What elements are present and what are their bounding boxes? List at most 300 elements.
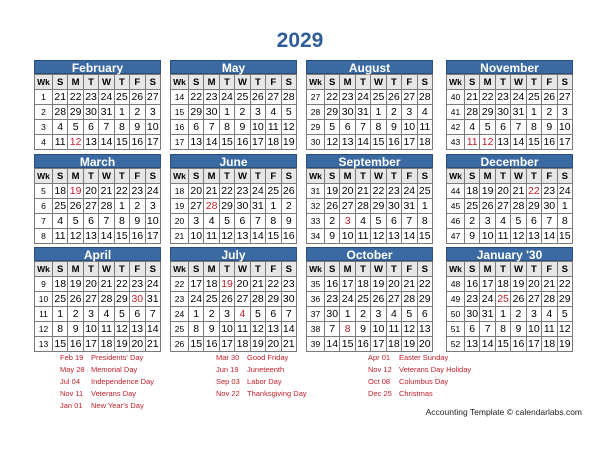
week-number-cell: 36 [307, 292, 325, 307]
day-cell: 30 [388, 199, 400, 212]
day-cell: 15 [341, 337, 354, 350]
day-cell: 27 [190, 199, 203, 212]
day-cell: 5 [281, 105, 296, 120]
day-cell: 1 [557, 199, 572, 214]
day-cell: 19 [512, 277, 525, 290]
week-row [35, 322, 161, 337]
week-row [307, 337, 433, 352]
weekday-header: W [235, 262, 250, 277]
day-cell: 24 [146, 277, 159, 290]
day-cell: 18 [357, 277, 369, 290]
day-cell: 1 [266, 199, 281, 214]
day-cell: 10 [481, 229, 494, 242]
week-row [307, 135, 433, 150]
day-cell: 14 [100, 229, 113, 242]
day-cell: 2 [68, 307, 83, 322]
day-cell: 5 [114, 307, 129, 322]
day-cell: 5 [325, 120, 340, 135]
day-cell: 12 [221, 229, 233, 242]
day-cell: 6 [189, 120, 204, 135]
weekday-header: T [355, 169, 370, 184]
day-cell: 5 [557, 307, 572, 322]
weekday-header: S [145, 169, 160, 184]
week-row [307, 277, 433, 292]
week-row [171, 337, 297, 352]
weekday-header: T [83, 75, 98, 90]
day-cell: 18 [267, 135, 280, 148]
day-cell: 11 [53, 229, 68, 244]
day-cell: 15 [558, 229, 571, 242]
week-row [171, 277, 297, 292]
week-row [307, 90, 433, 105]
holiday-date: Apr 01 [368, 353, 391, 362]
weekday-header: T [250, 75, 265, 90]
day-cell: 14 [252, 229, 264, 242]
week-row [171, 229, 297, 244]
day-cell: 22 [190, 90, 203, 103]
weekday-header: F [542, 262, 557, 277]
holiday-item [368, 388, 518, 400]
week-row [307, 229, 433, 244]
day-cell: 6 [417, 307, 432, 322]
day-cell: 28 [543, 292, 556, 305]
day-cell: 13 [85, 135, 97, 148]
month-calendar [170, 247, 297, 352]
weekday-header: S [465, 262, 480, 277]
holiday-name: Memorial Day [91, 365, 138, 374]
month-table [306, 261, 433, 352]
day-cell: 14 [282, 322, 295, 335]
week-number-cell: 39 [307, 337, 325, 352]
day-cell: 17 [558, 135, 571, 148]
day-cell: 23 [466, 292, 479, 305]
day-cell: 5 [250, 307, 265, 322]
month-header: August [306, 60, 433, 74]
weekday-header: T [219, 169, 234, 184]
weekday-header: F [266, 75, 281, 90]
day-cell: 3 [189, 214, 204, 229]
weekday-header-row [171, 75, 297, 90]
week-number-cell: 16 [171, 120, 189, 135]
day-cell: 29 [69, 105, 82, 118]
day-cell: 2 [130, 105, 145, 120]
month-header: March [34, 154, 161, 168]
day-cell: 21 [146, 337, 159, 350]
day-cell: 8 [266, 214, 281, 229]
week-number-cell: 43 [447, 135, 465, 150]
day-cell: 1 [114, 199, 129, 214]
day-cell: 20 [85, 184, 97, 197]
week-row [35, 184, 161, 199]
day-cell: 13 [236, 229, 249, 242]
day-cell: 30 [543, 199, 556, 212]
holiday-day-cell: 8 [340, 322, 355, 337]
day-cell: 1 [526, 105, 541, 120]
weekday-header: S [417, 262, 432, 277]
day-cell: 20 [388, 277, 400, 290]
day-cell: 29 [481, 105, 494, 118]
day-cell: 21 [100, 277, 113, 290]
week-number-cell: 28 [307, 105, 325, 120]
weekday-header: W [99, 262, 114, 277]
day-cell: 21 [282, 337, 295, 350]
day-cell: 30 [205, 105, 218, 118]
day-cell: 26 [372, 292, 385, 305]
day-cell: 9 [386, 120, 401, 135]
week-number-cell: 41 [447, 105, 465, 120]
weekday-header: T [495, 169, 510, 184]
weekday-header-row [307, 262, 433, 277]
day-cell: 29 [372, 199, 385, 212]
day-cell: 21 [205, 184, 218, 197]
day-cell: 22 [481, 90, 494, 103]
month-table [306, 168, 433, 244]
day-cell: 29 [190, 105, 203, 118]
holiday-date: Dec 25 [368, 389, 392, 398]
holiday-day-cell: 19 [69, 184, 82, 197]
day-cell: 20 [497, 184, 509, 197]
day-cell: 4 [417, 105, 432, 120]
week-number-cell: 7 [35, 214, 53, 229]
day-cell: 28 [466, 105, 479, 118]
holiday-day-cell: 22 [528, 184, 540, 197]
weekday-header: M [204, 262, 219, 277]
day-cell: 5 [371, 214, 386, 229]
day-cell: 11 [417, 120, 432, 135]
day-cell: 26 [481, 199, 494, 212]
week-row [35, 277, 161, 292]
month-header: September [306, 154, 433, 168]
holiday-item [216, 364, 366, 376]
weekday-header: T [355, 75, 370, 90]
month-header: July [170, 247, 297, 261]
day-cell: 4 [53, 120, 68, 135]
day-cell: 24 [357, 90, 369, 103]
weekday-header: M [340, 169, 355, 184]
day-cell: 14 [100, 135, 113, 148]
weekday-header: M [204, 169, 219, 184]
day-cell: 24 [190, 292, 203, 305]
month-table [170, 74, 297, 150]
day-cell: 9 [465, 229, 480, 244]
day-cell: 3 [480, 214, 495, 229]
weekday-header: S [557, 75, 572, 90]
weekday-header-row [447, 169, 573, 184]
day-cell: 22 [326, 90, 339, 103]
weekday-header: S [557, 262, 572, 277]
day-cell: 23 [341, 90, 354, 103]
day-cell: 18 [388, 337, 400, 350]
day-cell: 18 [205, 277, 218, 290]
month-calendar [306, 247, 433, 352]
week-number-header: Wk [35, 75, 53, 90]
day-cell: 22 [558, 277, 571, 290]
weekday-header: F [130, 262, 145, 277]
week-row [171, 322, 297, 337]
week-number-header: Wk [35, 169, 53, 184]
holiday-item [216, 376, 366, 388]
day-cell: 13 [497, 135, 509, 148]
holiday-name: Labor Day [247, 377, 282, 386]
day-cell: 25 [236, 90, 249, 103]
day-cell: 5 [402, 307, 417, 322]
day-cell: 9 [68, 322, 83, 337]
day-cell: 31 [100, 105, 113, 118]
day-cell: 18 [497, 277, 509, 290]
month-table [170, 168, 297, 244]
day-cell: 13 [528, 229, 540, 242]
weekday-header: W [511, 75, 526, 90]
day-cell: 25 [54, 199, 67, 212]
week-row [307, 214, 433, 229]
day-cell: 27 [558, 90, 571, 103]
day-cell: 5 [480, 120, 495, 135]
weekday-header: T [83, 169, 98, 184]
week-row [447, 90, 573, 105]
week-number-cell: 47 [447, 229, 465, 244]
day-cell: 12 [403, 322, 416, 335]
week-number-cell: 27 [307, 90, 325, 105]
day-cell: 12 [116, 322, 128, 335]
holiday-date: Mar 30 [216, 353, 240, 362]
day-cell: 30 [326, 307, 339, 320]
day-cell: 2 [204, 307, 219, 322]
weekday-header: S [465, 169, 480, 184]
day-cell: 27 [388, 292, 400, 305]
month-table [34, 168, 161, 244]
day-cell: 4 [386, 307, 401, 322]
day-cell: 2 [281, 199, 296, 214]
week-row [447, 292, 573, 307]
calendar-year-title: 2029 [276, 29, 324, 52]
holiday-name: Easter Sunday [399, 353, 449, 362]
day-cell: 25 [357, 292, 369, 305]
day-cell: 2 [542, 105, 557, 120]
day-cell: 16 [69, 337, 82, 350]
day-cell: 2 [235, 105, 250, 120]
weekday-header: M [480, 75, 495, 90]
day-cell: 4 [495, 214, 510, 229]
holiday-date: Jan 01 [60, 401, 83, 410]
month-header: December [446, 154, 573, 168]
day-cell: 15 [418, 229, 431, 242]
day-cell: 20 [85, 277, 97, 290]
day-cell: 13 [190, 135, 203, 148]
week-row [35, 292, 161, 307]
week-number-header: Wk [307, 262, 325, 277]
day-cell: 26 [282, 184, 295, 197]
day-cell: 23 [131, 277, 144, 290]
weekday-header: T [219, 75, 234, 90]
holiday-date: Jun 19 [216, 365, 239, 374]
day-cell: 18 [418, 135, 431, 148]
day-cell: 7 [402, 214, 417, 229]
day-cell: 11 [266, 120, 281, 135]
month-table [306, 74, 433, 150]
weekday-header: M [68, 169, 83, 184]
week-number-header: Wk [447, 169, 465, 184]
weekday-header: S [189, 169, 204, 184]
day-cell: 2 [386, 105, 401, 120]
week-row [35, 214, 161, 229]
day-cell: 1 [219, 105, 234, 120]
week-number-header: Wk [447, 262, 465, 277]
holiday-item [60, 364, 210, 376]
weekday-header: F [130, 75, 145, 90]
week-number-cell: 6 [35, 199, 53, 214]
day-cell: 17 [403, 135, 416, 148]
week-number-header: Wk [307, 169, 325, 184]
day-cell: 15 [116, 229, 128, 242]
day-cell: 4 [355, 214, 370, 229]
day-cell: 22 [372, 184, 385, 197]
day-cell: 10 [403, 120, 416, 133]
weekday-header: M [340, 262, 355, 277]
week-number-header: Wk [307, 75, 325, 90]
day-cell: 6 [83, 214, 98, 229]
weekday-header-row [447, 262, 573, 277]
month-table [446, 74, 573, 150]
holiday-name: New Year's Day [91, 401, 144, 410]
day-cell: 25 [418, 184, 431, 197]
week-number-cell: 21 [171, 229, 189, 244]
day-cell: 17 [481, 277, 494, 290]
day-cell: 9 [235, 120, 250, 135]
week-number-cell: 34 [307, 229, 325, 244]
week-row [35, 337, 161, 352]
day-cell: 30 [282, 292, 295, 305]
day-cell: 7 [204, 120, 219, 135]
weekday-header: W [235, 75, 250, 90]
day-cell: 15 [190, 337, 203, 350]
day-cell: 7 [281, 307, 296, 322]
week-number-cell: 50 [447, 307, 465, 322]
day-cell: 16 [388, 135, 400, 148]
holiday-item [368, 376, 518, 388]
day-cell: 14 [357, 135, 369, 148]
day-cell: 9 [130, 120, 145, 135]
month-calendar [34, 247, 161, 352]
week-row [171, 90, 297, 105]
day-cell: 19 [481, 184, 494, 197]
weekday-header: S [281, 169, 296, 184]
day-cell: 10 [372, 322, 385, 335]
day-cell: 5 [68, 214, 83, 229]
day-cell: 25 [205, 292, 218, 305]
day-cell: 10 [252, 120, 264, 133]
week-number-cell: 35 [307, 277, 325, 292]
day-cell: 29 [326, 105, 339, 118]
day-cell: 27 [403, 90, 416, 103]
weekday-header: F [402, 169, 417, 184]
weekday-header: S [189, 75, 204, 90]
day-cell: 11 [99, 322, 114, 337]
day-cell: 10 [221, 322, 233, 335]
holiday-day-cell: 12 [481, 135, 494, 148]
week-row [447, 307, 573, 322]
week-row [307, 120, 433, 135]
day-cell: 14 [146, 322, 159, 335]
weekday-header: T [386, 75, 401, 90]
day-cell: 17 [252, 135, 264, 148]
day-cell: 27 [146, 90, 159, 103]
week-number-cell: 18 [171, 184, 189, 199]
day-cell: 9 [325, 229, 340, 244]
week-number-cell: 11 [35, 307, 53, 322]
weekday-header: T [386, 169, 401, 184]
weekday-header: S [145, 262, 160, 277]
day-cell: 27 [341, 199, 354, 212]
day-cell: 15 [267, 229, 280, 242]
day-cell: 26 [512, 292, 525, 305]
day-cell: 11 [235, 322, 250, 337]
weekday-header: S [417, 75, 432, 90]
month-table [446, 168, 573, 244]
week-number-cell: 45 [447, 199, 465, 214]
weekday-header: M [204, 75, 219, 90]
week-row [307, 199, 433, 214]
day-cell: 19 [372, 277, 385, 290]
day-cell: 7 [325, 322, 340, 337]
week-number-cell: 52 [447, 337, 465, 352]
day-cell: 22 [116, 184, 128, 197]
day-cell: 3 [402, 105, 417, 120]
day-cell: 16 [205, 337, 218, 350]
weekday-header: M [340, 75, 355, 90]
day-cell: 3 [83, 307, 98, 322]
weekday-header: S [325, 75, 340, 90]
day-cell: 23 [326, 292, 339, 305]
weekday-header: W [511, 169, 526, 184]
day-cell: 15 [528, 135, 540, 148]
week-row [447, 120, 573, 135]
weekday-header: W [371, 169, 386, 184]
day-cell: 9 [204, 322, 219, 337]
day-cell: 7 [250, 214, 265, 229]
day-cell: 26 [543, 90, 556, 103]
week-number-cell: 13 [35, 337, 53, 352]
weekday-header: M [480, 262, 495, 277]
week-number-cell: 9 [35, 277, 53, 292]
weekday-header: F [542, 75, 557, 90]
week-number-cell: 23 [171, 292, 189, 307]
weekday-header: T [83, 262, 98, 277]
day-cell: 12 [69, 229, 82, 242]
day-cell: 13 [85, 229, 97, 242]
week-number-cell: 15 [171, 105, 189, 120]
day-cell: 3 [145, 199, 160, 214]
day-cell: 18 [54, 184, 67, 197]
holiday-item [368, 352, 518, 364]
day-cell: 8 [53, 322, 68, 337]
day-cell: 16 [512, 337, 525, 350]
week-row [171, 184, 297, 199]
weekday-header-row [171, 262, 297, 277]
day-cell: 28 [418, 90, 431, 103]
day-cell: 6 [386, 214, 401, 229]
day-cell: 13 [131, 322, 144, 335]
week-number-cell: 5 [35, 184, 53, 199]
day-cell: 23 [282, 277, 295, 290]
weekday-header: S [145, 75, 160, 90]
weekday-header: S [465, 75, 480, 90]
week-row [171, 135, 297, 150]
day-cell: 25 [116, 90, 128, 103]
day-cell: 19 [326, 184, 339, 197]
day-cell: 15 [497, 337, 509, 350]
day-cell: 24 [341, 292, 354, 305]
week-row [447, 105, 573, 120]
